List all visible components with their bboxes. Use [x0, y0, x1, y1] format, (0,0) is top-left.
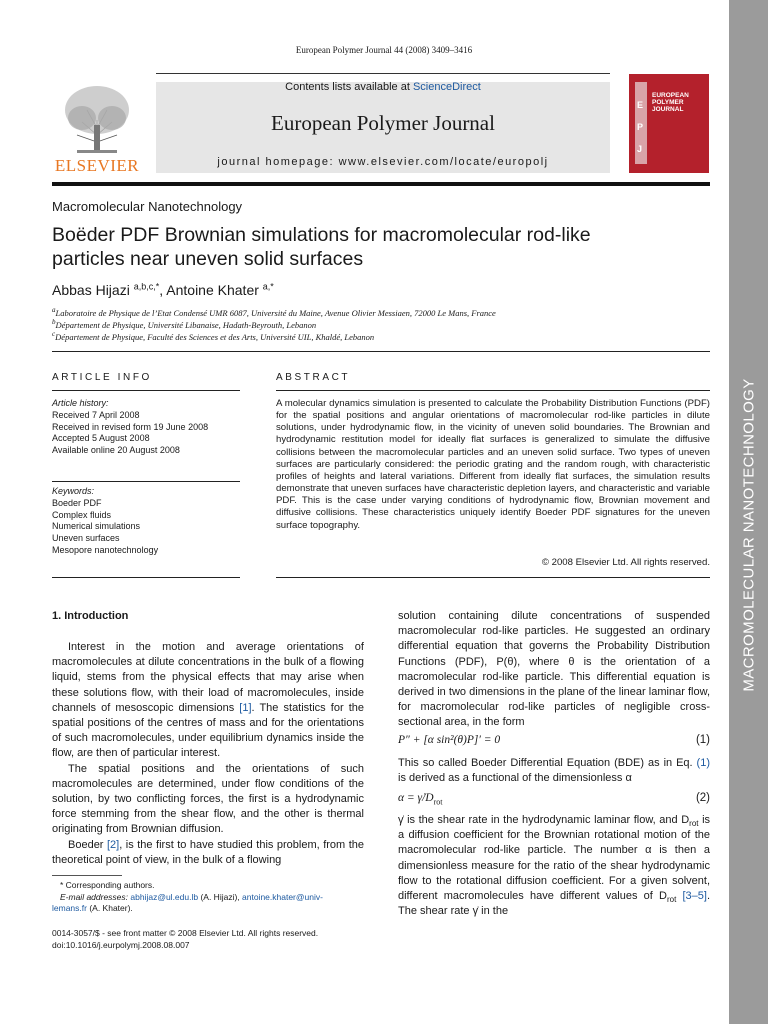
abstract-copyright: © 2008 Elsevier Ltd. All rights reserved. — [541, 557, 710, 568]
cover-letters: E P J — [637, 100, 644, 154]
keywords: Keywords: Boeder PDF Complex fluids Numerical simulations Uneven surfaces Mesopore nanotechnology — [52, 486, 159, 555]
sciencedirect-link[interactable]: ScienceDirect — [412, 81, 481, 93]
journal-reference: European Polymer Journal 44 (2008) 3409–3416 — [295, 45, 473, 55]
equation-1-number: (1) — [695, 734, 710, 746]
doi-line[interactable]: doi:10.1016/j.eurpolymj.2008.08.007 — [52, 940, 190, 950]
abstract-heading: ABSTRACT — [276, 372, 351, 383]
side-tab-label: MACROMOLECULAR NANOTECHNOLOGY — [740, 378, 758, 692]
title-line-1: Boëder PDF Brownian simulations for macromolecular rod-like — [52, 224, 591, 246]
issn-line: 0014-3057/$ - see front matter © 2008 Elsevier Ltd. All rights reserved. — [52, 928, 319, 938]
ref-2-link[interactable]: [2] — [106, 838, 120, 851]
author-1: Abbas Hijazi — [52, 282, 130, 298]
footnote-rule — [52, 875, 122, 876]
title-line-2: particles near uneven solid surfaces — [52, 248, 364, 270]
section-label: Macromolecular Nanotechnology — [52, 199, 243, 214]
affiliation-a: $^a$Laboratoire de Physique de l’Etat Condensé UMR 6087, Université du Maine, Avenue Olivier Messiaen, 72000 Le Mans, France — [52, 306, 496, 318]
ref-3-5-link[interactable]: [3–5] — [682, 890, 707, 903]
intro-paragraph-1: Interest in the motion and average orientations of macromolecules at dilute concentrations in the bulk of a flowing liquid, stems from the physical effects that may arise when these solutions flow, with their load of macromolecules, inside channels of mesoscopic dimensions [1]. The statistics for the spatial positions of the centres of mass and for the orientations of such macromolecules, under equilibrium dynamics inside the flow, are then of particular interest. — [52, 641, 364, 760]
abstract-bottom-rule — [276, 577, 710, 578]
authors — [52, 282, 274, 298]
abstract-text: A molecular dynamics simulation is presented to calculate the Probability Distribution Functions (PDF) for the spatial positions and angular orientations of macromolecular rod-like particles in dilute solutions, under hydrodynamic flow, in the vicinity of uneven solid boundaries. The Brownian and hydrodynamic restitution model for ideally flat surfaces is generalized to simulate the diffusive collisions between the macromolecular particles and an uneven solid surface. Two types of uneven surfaces are particularly considered: the periodic grating and the random rough, with characteristic profiles of heights and lateral variations. Different from ideally flat surfaces, the simulation results demonstrate that uneven surfaces have characteristic depletion layers, and characteristic and variable PDF. This is the case under varying conditions of hydrodynamic flow, Brownian movement and diffusive collisions. These characteristics uniquely identify Boeder PDF signatures for the uneven surface topography. — [276, 398, 710, 531]
abstract-rule — [276, 390, 710, 391]
journal-title: European Polymer Journal — [271, 111, 495, 135]
header-thick-rule — [52, 182, 710, 186]
journal-cover-image — [629, 74, 709, 173]
intro-paragraph-3: Boeder [2], is the first to have studied this problem, from the theoretical point of view, in the bulk of a flowing — [52, 838, 364, 866]
author-2-affil: a, — [262, 281, 271, 292]
equation-1: P″ + [α sin²(θ)P]′ = 0 — [398, 734, 501, 746]
affiliation-c: $^c$Département de Physique, Faculté des Sciences et des Arts, Université UIL, Khaldé, Lebanon — [52, 330, 375, 342]
cover-title: EUROPEAN POLYMER JOURNAL — [652, 92, 689, 113]
elsevier-wordmark: ELSEVIER — [54, 156, 140, 175]
author-1-star[interactable]: * — [155, 281, 160, 292]
article-info-rule — [52, 390, 240, 391]
equation-2-number: (2) — [695, 792, 710, 804]
author-2: Antoine Khater — [166, 282, 259, 298]
ref-1-link[interactable]: [1] — [239, 701, 252, 714]
author-1-affil: a,b,c, — [133, 281, 156, 292]
article-info-heading: ARTICLE INFO — [52, 372, 152, 383]
contents-line — [156, 81, 610, 93]
email-khater-cont[interactable]: lemans.fr — [52, 903, 87, 913]
eq-1-link[interactable]: (1) — [696, 757, 710, 769]
intro-heading: 1. Introduction — [52, 610, 129, 622]
footnote-authors: * Corresponding authors. E-mail addresses: abhijaz@ul.edu.lb (A. Hijazi), antoine.khater@univ- lemans.fr (A. Khater). — [52, 880, 372, 915]
keywords-rule — [52, 481, 240, 482]
article-title — [52, 223, 652, 271]
email-addresses: E-mail addresses: abhijaz@ul.edu.lb (A. Hijazi), antoine.khater@univ- — [60, 891, 323, 902]
right-column-paragraph-2: This so called Boeder Differential Equation (BDE) as in Eq. (1) is derived as a functional of the dimensionless α — [398, 757, 710, 785]
right-column-paragraph-1: solution containing dilute concentrations of suspended macromolecular rod-like particles. He suggested an ordinary differential equation that governs the Probability Distribution Functions (PDF), P(θ), where θ is the orientation of a macromolecular rod-like particle. This differential equation is derived in two dimensions in the plane of the linear laminar flow, for macromolecular rod-like particles of negligible cross-sectional area, in the form — [398, 610, 710, 729]
equation-2: $\alpha = \gammȧ/D_{rot}$ — [398, 792, 443, 807]
intro-paragraph-2: The spatial positions and the orientations of such macromolecules are determined, under flow conditions of the solution, by two conflicting forces, the first is a hydrodynamic force stemming from the shear flow, and the other is thermal originating from Brownian diffusion. — [52, 762, 364, 836]
email-hijazi[interactable]: abhijaz@ul.edu.lb — [130, 891, 199, 902]
affiliation-b: $^b$Département de Physique, Université Libanaise, Hadath-Beyrouth, Lebanon — [52, 318, 317, 330]
header-rule — [156, 73, 610, 74]
right-column-paragraph-3: γ̇ is the shear rate in the hydrodynamic laminar flow, and $D_{rot}$ is a diffusion coefficient for the Brownian rotational motion of the macromolecular rod-like particle. The number α is then a dimensionless measure for the ratio of the shear hydrodynamic flow to the rotational diffusion coefficient. For a given solvent, different macromolecules have different values of $D_{rot}$ [3–5]. The shear rate γ̇ in the — [398, 814, 711, 918]
title-rule — [52, 351, 710, 352]
contents-text: Contents lists available at — [285, 81, 413, 93]
article-history: Article history: Received 7 April 2008 Received in revised form 19 June 2008 Accepted 5 August 2008 Available online 20 August 2008 — [52, 398, 209, 456]
author-2-star[interactable]: * — [270, 281, 274, 292]
author-separator: , — [159, 282, 167, 298]
email-khater[interactable]: antoine.khater@univ- — [242, 891, 323, 902]
intro-left-column — [52, 640, 364, 868]
journal-homepage[interactable]: journal homepage: www.elsevier.com/locate/europolj — [217, 156, 549, 168]
corresponding-authors: * Corresponding authors. — [60, 880, 155, 890]
article-info-bottom-rule — [52, 577, 240, 578]
